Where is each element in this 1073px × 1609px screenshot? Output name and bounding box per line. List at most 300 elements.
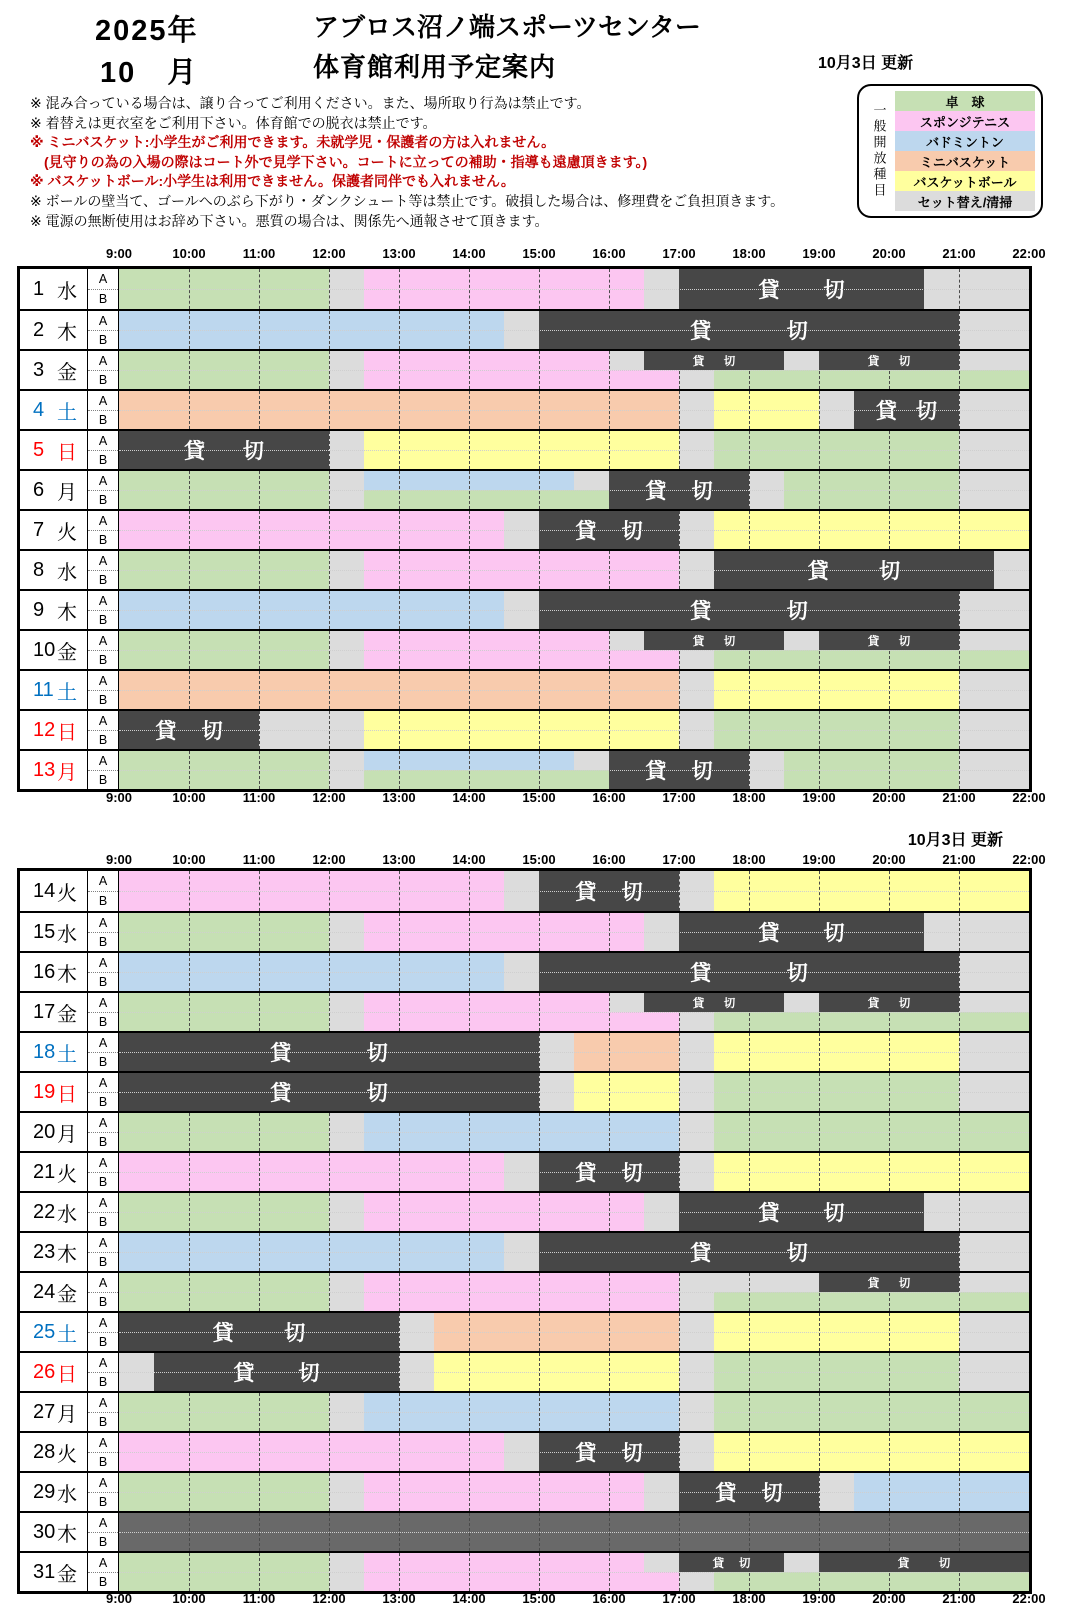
time-label: 15:00 [522,852,556,867]
day-label [20,1113,88,1151]
ab-divider [119,1092,1029,1093]
day-row-2 [20,309,1029,349]
day-weekday: 土 [57,1323,77,1346]
day-label [20,471,88,509]
reserved-label-char: 貸 [690,320,712,343]
day-number: 26 [33,1360,56,1383]
court-label-B: B [98,1134,108,1149]
court-ab-labels [88,551,119,589]
court-label-B: B [98,894,108,908]
updated-date-top: 10月3日 更新 [818,55,914,72]
reserved-label-char: 貸 [645,760,667,783]
court-label-A: A [98,1475,108,1490]
court-label-B: B [98,292,108,306]
time-label: 10:00 [172,1591,206,1606]
legend-items [895,91,1035,211]
court-ab-labels [88,953,119,991]
day-weekday: 日 [57,1363,77,1386]
day-weekday: 月 [57,1123,77,1146]
page-month: 10 月 [100,57,199,89]
court-label-B: B [98,1414,108,1429]
day-number: 3 [33,358,45,381]
day-number: 13 [33,758,56,781]
time-label: 15:00 [522,1591,556,1606]
day-weekday: 木 [57,1243,77,1266]
court-label-A: A [98,473,108,488]
reserved-label-char: 切 [298,1362,320,1385]
day-label [20,1233,88,1271]
time-label: 20:00 [872,790,906,805]
time-label: 18:00 [732,852,766,867]
day-label [20,953,88,991]
reserved-label-char: 切 [898,635,911,648]
day-number: 21 [33,1160,56,1183]
ab-divider [119,730,1029,731]
time-label: 16:00 [592,790,626,805]
court-label-B: B [98,332,108,347]
time-label: 14:00 [452,1591,486,1606]
segment-setup-cleaning [959,1273,1029,1292]
reserved-label-char: 切 [786,320,808,343]
day-number: 9 [33,598,45,621]
court-label-B: B [98,974,108,989]
day-timeline [119,391,1029,429]
day-label [20,871,88,911]
day-label [20,391,88,429]
day-number: 25 [33,1320,56,1343]
day-row-6 [20,469,1029,509]
day-row-3 [20,349,1029,389]
facility-title: アブロス沼ノ端スポーツセンター [313,12,701,42]
court-label-A: A [98,593,108,608]
day-label [20,511,88,549]
reserved-label-char: 貸 [270,1082,292,1105]
legend-item: バスケットボール [895,171,1035,191]
day-row-17 [20,991,1029,1031]
time-label: 12:00 [312,246,346,261]
segment-reserved [679,1553,784,1572]
time-label: 17:00 [662,246,696,261]
court-ab-labels [88,1273,119,1311]
day-number: 7 [33,518,45,541]
segment-setup-cleaning [574,471,609,490]
schedule-table-1 [17,266,1032,792]
day-row-20 [20,1111,1029,1151]
day-timeline [119,1393,1029,1431]
court-label-B: B [98,1374,108,1389]
reserved-label-char: 切 [823,1202,845,1225]
ab-divider [119,1172,1029,1173]
day-weekday: 土 [57,681,77,704]
ab-divider [119,770,1029,771]
note-line: ※ バスケットボール:小学生は利用できません。保護者同伴でも入れません。 [30,173,515,190]
day-label [20,1473,88,1511]
court-label-B: B [98,1014,108,1029]
reserved-label-char: 貸 [692,355,705,368]
day-timeline [119,1193,1029,1231]
ab-divider [119,570,1029,571]
ab-divider [119,1012,1029,1013]
court-label-A: A [98,1515,108,1530]
reserved-label-char: 切 [738,1557,751,1570]
segment-reserved [644,351,784,370]
day-label [20,1433,88,1471]
time-label: 19:00 [802,790,836,805]
time-label: 18:00 [732,1591,766,1606]
day-row-8 [20,549,1029,589]
reserved-label-char: 切 [691,760,713,783]
day-timeline [119,1073,1029,1111]
segment-setup-cleaning [574,751,609,770]
court-ab-labels [88,751,119,789]
reserved-label-char: 切 [915,400,937,423]
page-year: 2025年 [95,15,199,47]
day-row-16 [20,951,1029,991]
segment-setup-cleaning [679,1012,714,1031]
court-ab-labels [88,711,119,749]
reserved-label-char: 切 [823,279,845,302]
court-ab-labels [88,913,119,951]
segment-setup-cleaning [784,631,819,650]
day-label [20,1353,88,1391]
ab-divider [119,490,1029,491]
court-ab-labels [88,871,119,911]
time-axis [105,246,1046,262]
reserved-label-char: 貸 [758,1202,780,1225]
day-label [20,1033,88,1071]
ab-divider [119,1132,1029,1133]
day-weekday: 土 [57,1043,77,1066]
day-timeline [119,591,1029,629]
court-ab-labels [88,1073,119,1111]
day-timeline [119,913,1029,951]
court-ab-labels [88,1513,119,1551]
day-row-4 [20,389,1029,429]
day-row-22 [20,1191,1029,1231]
schedule-table-2 [17,868,1032,1594]
day-timeline [119,1153,1029,1191]
segment-reserved [819,1553,1029,1572]
day-row-23 [20,1231,1029,1271]
ab-divider [119,1212,1029,1213]
note-line: ※ 着替えは更衣室をご利用下さい。体育館での脱衣は禁止です。 [30,114,437,131]
day-timeline [119,311,1029,349]
reserved-label-char: 切 [621,881,643,904]
day-label [20,631,88,669]
day-row-12 [20,709,1029,749]
time-label: 19:00 [802,246,836,261]
reserved-label-char: 切 [938,1557,951,1570]
reserved-label-char: 切 [366,1082,388,1105]
reserved-label-char: 切 [621,520,643,543]
day-timeline [119,871,1029,911]
segment-sponge-tennis [364,370,679,389]
time-label: 18:00 [732,790,766,805]
reserved-label-char: 貸 [575,881,597,904]
day-weekday: 水 [57,280,77,303]
day-label [20,1513,88,1551]
reserved-label-char: 貸 [692,997,705,1010]
day-row-21 [20,1151,1029,1191]
day-timeline [119,511,1029,549]
court-label-A: A [98,1555,108,1570]
day-row-27 [20,1391,1029,1431]
time-label: 9:00 [105,246,133,261]
court-label-B: B [98,1094,108,1109]
day-weekday: 土 [57,401,77,424]
reserved-label-char: 切 [723,997,736,1010]
time-label: 10:00 [172,246,206,261]
court-label-B: B [98,652,108,667]
court-label-B: B [98,572,108,587]
day-weekday: 月 [57,1403,77,1426]
time-label: 13:00 [382,246,416,261]
note-line: ※ 混み合っている場合は、譲り合ってご利用ください。また、場所取り行為は禁止です。 [30,95,591,111]
ab-divider [119,891,1029,892]
court-label-A: A [98,433,108,448]
court-label-A: A [98,393,108,408]
day-weekday: 金 [57,641,77,664]
day-timeline [119,953,1029,991]
segment-table-tennis [364,770,609,789]
day-weekday: 金 [57,1563,77,1586]
reserved-label-char: 切 [723,635,736,648]
day-row-7 [20,509,1029,549]
day-label [20,711,88,749]
day-label [20,1393,88,1431]
reserved-label-char: 切 [723,355,736,368]
reserved-label-char: 貸 [715,1482,737,1505]
court-label-B: B [98,372,108,387]
court-label-A: A [98,1355,108,1370]
court-ab-labels [88,671,119,709]
segment-sponge-tennis [364,993,609,1012]
court-label-B: B [98,412,108,427]
reserved-label-char: 貸 [712,1557,725,1570]
day-timeline [119,1313,1029,1351]
time-axis [105,790,1046,806]
court-ab-labels [88,1153,119,1191]
day-row-15 [20,911,1029,951]
usage-notes [30,94,784,231]
court-label-A: A [98,1035,108,1050]
day-weekday: 金 [57,1283,77,1306]
time-label: 17:00 [662,852,696,867]
court-label-A: A [98,353,108,368]
day-row-29 [20,1471,1029,1511]
legend-item: スポンジテニス [895,111,1035,131]
day-label [20,1313,88,1351]
court-ab-labels [88,631,119,669]
segment-sponge-tennis [364,351,609,370]
day-row-24 [20,1271,1029,1311]
reserved-label-char: 貸 [212,1322,234,1345]
day-label [20,1193,88,1231]
day-number: 18 [33,1040,56,1063]
reserved-label-char: 切 [366,1042,388,1065]
segment-setup-cleaning [959,631,1029,650]
reserved-label-char: 切 [691,480,713,503]
day-number: 12 [33,718,56,741]
court-label-A: A [98,633,108,648]
legend-item: セット替え/清掃 [895,191,1035,211]
segment-reserved [819,631,959,650]
court-label-A: A [98,1155,108,1170]
day-timeline [119,671,1029,709]
day-number: 10 [33,638,56,661]
segment-setup-cleaning [784,993,819,1012]
court-ab-labels [88,993,119,1031]
time-label: 21:00 [942,790,976,805]
reserved-label-char: 貸 [690,1242,712,1265]
time-label: 9:00 [105,1591,133,1606]
segment-setup-cleaning [679,650,714,669]
reserved-label-char: 貸 [690,600,712,623]
reserved-label-char: 切 [898,997,911,1010]
court-label-B: B [98,452,108,467]
time-label: 11:00 [242,790,276,805]
day-timeline [119,1113,1029,1151]
time-label: 16:00 [592,852,626,867]
court-label-B: B [98,1494,108,1509]
court-label-B: B [98,732,108,747]
reserved-label-char: 貸 [867,355,880,368]
day-number: 6 [33,478,45,501]
day-weekday: 木 [57,963,77,986]
day-number: 17 [33,1000,56,1023]
reserved-label-char: 貸 [575,1162,597,1185]
day-number: 5 [33,438,45,461]
segment-setup-cleaning [679,370,714,389]
court-ab-labels [88,391,119,429]
segment-sponge-tennis [364,1572,679,1591]
day-row-26 [20,1351,1029,1391]
day-timeline [119,1473,1029,1511]
day-timeline [119,1553,1029,1591]
court-ab-labels [88,1313,119,1351]
court-label-A: A [98,955,108,970]
legend-item: バドミントン [895,131,1035,151]
day-timeline [119,1233,1029,1271]
reserved-label-char: 貸 [692,635,705,648]
time-label: 12:00 [312,1591,346,1606]
reserved-label-char: 切 [786,600,808,623]
court-ab-labels [88,1193,119,1231]
time-label: 22:00 [1012,246,1046,261]
ab-divider [119,1292,1029,1293]
day-label [20,269,88,309]
segment-table-tennis [714,1572,1029,1591]
ab-divider [119,1492,1029,1493]
day-label [20,551,88,589]
time-label: 16:00 [592,1591,626,1606]
court-label-A: A [98,272,108,286]
day-label [20,1073,88,1111]
court-label-A: A [98,313,108,328]
court-ab-labels [88,471,119,509]
day-number: 27 [33,1400,56,1423]
ab-divider [119,1372,1029,1373]
day-number: 29 [33,1480,56,1503]
segment-sponge-tennis [364,650,679,669]
time-label: 14:00 [452,852,486,867]
day-weekday: 水 [57,561,77,584]
ab-divider [119,1252,1029,1253]
day-label [20,1273,88,1311]
court-label-B: B [98,532,108,547]
reserved-label-char: 貸 [867,997,880,1010]
court-label-A: A [98,995,108,1010]
time-label: 14:00 [452,790,486,805]
court-ab-labels [88,1233,119,1271]
day-label [20,1153,88,1191]
segment-reserved [819,351,959,370]
day-timeline [119,269,1029,309]
segment-setup-cleaning [679,1292,714,1311]
time-label: 9:00 [105,852,133,867]
day-number: 22 [33,1200,56,1223]
day-row-30 [20,1511,1029,1551]
time-axis [105,852,1046,868]
day-weekday: 月 [57,481,77,504]
reserved-label-char: 貸 [155,720,177,743]
segment-sponge-tennis [364,1553,644,1572]
day-number: 8 [33,558,45,581]
day-row-25 [20,1311,1029,1351]
time-label: 11:00 [242,1591,276,1606]
ab-divider [119,1532,1029,1533]
court-ab-labels [88,1113,119,1151]
reserved-label-char: 切 [621,1162,643,1185]
day-row-5 [20,429,1029,469]
time-label: 14:00 [452,246,486,261]
day-number: 14 [33,879,56,902]
note-line: ※ ミニバスケット:小学生がご利用できます。未就学児・保護者の方は入れません。 [30,134,556,151]
day-timeline [119,431,1029,469]
time-label: 19:00 [802,852,836,867]
segment-table-tennis [714,1292,1029,1311]
day-number: 19 [33,1080,56,1103]
segment-setup-cleaning [784,1553,819,1572]
reserved-label-char: 切 [898,355,911,368]
day-timeline [119,1513,1029,1551]
court-label-B: B [98,492,108,507]
court-ab-labels [88,351,119,389]
legend-item: 卓 球 [895,91,1035,111]
day-row-10 [20,629,1029,669]
day-weekday: 木 [57,601,77,624]
note-line: ※ ボールの壁当て、ゴールへのぶら下がり・ダンクシュート等は禁止です。破損した場合は、修理費をご負担頂きます。 [30,192,785,209]
day-row-11 [20,669,1029,709]
day-label [20,351,88,389]
time-label: 11:00 [242,246,276,261]
court-label-A: A [98,1235,108,1250]
court-label-A: A [98,513,108,528]
day-row-18 [20,1031,1029,1071]
segment-reserved [644,631,784,650]
ab-divider [119,690,1029,691]
court-ab-labels [88,1433,119,1471]
day-label [20,311,88,349]
court-label-A: A [98,1115,108,1130]
segment-setup-cleaning [609,993,644,1012]
day-timeline [119,1273,1029,1311]
time-label: 13:00 [382,790,416,805]
time-label: 15:00 [522,790,556,805]
day-row-9 [20,589,1029,629]
reserved-label-char: 貸 [758,279,780,302]
court-label-A: A [98,713,108,728]
